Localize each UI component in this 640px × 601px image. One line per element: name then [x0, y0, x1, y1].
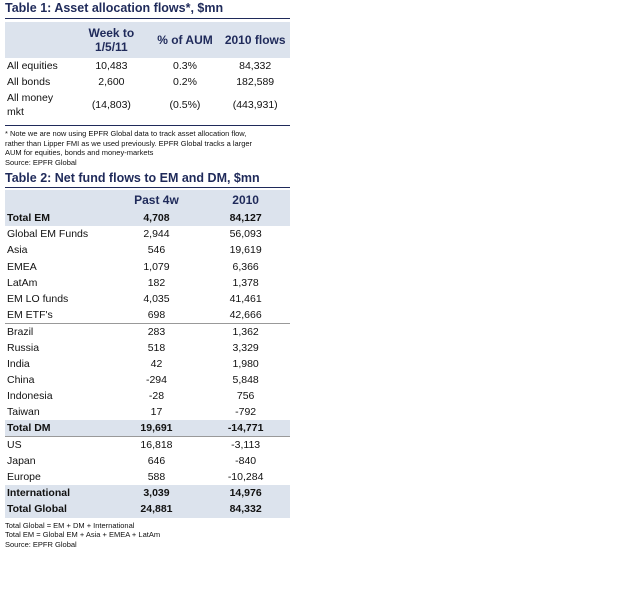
cell: 182: [147, 276, 166, 289]
cell: 3,039: [112, 485, 202, 501]
cell: 0.2%: [173, 76, 197, 88]
table2: [5, 190, 290, 518]
cell: -792: [235, 406, 257, 419]
table1-note: [5, 125, 290, 167]
table-row: [5, 404, 290, 420]
row-label: All bonds: [7, 76, 51, 88]
row-label: EM LO funds: [7, 293, 69, 306]
row-label: LatAm: [7, 276, 38, 289]
cell: 283: [112, 323, 202, 339]
table-row: [5, 259, 290, 275]
table-row: [5, 388, 290, 404]
cell: 17: [150, 406, 163, 419]
row-label: Brazil: [5, 323, 112, 339]
row-label: EM ETF's: [7, 308, 53, 321]
table1-header-aum: % of AUM: [150, 22, 221, 58]
cell: 698: [147, 308, 166, 321]
note-line: Source: EPFR Global: [5, 539, 77, 549]
cell: 518: [147, 341, 166, 354]
cell: 1,980: [232, 357, 259, 370]
table1-title: Table 1: Asset allocation flows*, $mn: [5, 0, 290, 19]
table-row: [5, 356, 290, 372]
cell: 16,818: [112, 437, 202, 453]
cell: 182,589: [236, 76, 275, 88]
cell: 6,366: [232, 260, 259, 273]
cell: -10,284: [227, 471, 264, 484]
table2-header-2010: 2010: [201, 190, 290, 210]
cell: 84,332: [239, 60, 272, 72]
cell: -28: [148, 390, 165, 403]
cell: 1,079: [143, 260, 170, 273]
note-line: Total Global = EM + DM + International: [5, 520, 135, 530]
cell: 14,976: [201, 485, 290, 501]
table-row: [5, 275, 290, 291]
cell: -14,771: [201, 420, 290, 436]
row-label: Total DM: [5, 420, 112, 436]
table-row: [5, 307, 290, 323]
cell: 3,329: [232, 341, 259, 354]
cell: -294: [145, 373, 167, 386]
table1: [5, 22, 290, 120]
cell: 756: [236, 390, 255, 403]
table1-header-week: Week to 1/5/11: [73, 22, 149, 58]
row-label: China: [7, 373, 35, 386]
table1-header-2010: 2010 flows: [220, 22, 290, 58]
document: [5, 0, 290, 549]
cell: 10,483: [95, 60, 128, 72]
note-line: Source: EPFR Global: [5, 157, 77, 167]
table2-header-past4w: Past 4w: [112, 190, 202, 210]
cell: 1,362: [201, 323, 290, 339]
table-row: [5, 323, 290, 339]
table-row: [5, 340, 290, 356]
row-label: Asia: [7, 244, 28, 257]
row-label: Global EM Funds: [7, 228, 89, 241]
row-label: Total Global: [5, 501, 112, 517]
table1-header-blank: [5, 22, 73, 58]
cell: 588: [147, 471, 166, 484]
cell: 84,127: [201, 210, 290, 226]
row-label: All equities: [7, 60, 58, 72]
cell: 4,708: [112, 210, 202, 226]
cell: 2,944: [143, 228, 170, 241]
cell: 42: [150, 357, 163, 370]
table-row: [5, 485, 290, 501]
cell: 546: [147, 244, 166, 257]
cell: (443,931): [232, 99, 278, 111]
cell: 56,093: [229, 228, 262, 241]
row-label: Europe: [7, 471, 41, 484]
table-row: [5, 501, 290, 517]
table-row: [5, 437, 290, 453]
table2-header: [5, 190, 290, 210]
row-label: US: [5, 437, 112, 453]
table-row: [5, 74, 290, 90]
cell: 4,035: [143, 293, 170, 306]
row-label: International: [5, 485, 112, 501]
cell: 0.3%: [173, 60, 197, 72]
table-row: [5, 226, 290, 242]
table-row: [5, 210, 290, 226]
cell: 84,332: [201, 501, 290, 517]
table2-note: [5, 521, 290, 550]
row-label: EMEA: [7, 260, 37, 273]
table-row: [5, 90, 290, 120]
cell: 42,666: [229, 308, 262, 321]
row-label: Total EM: [5, 210, 112, 226]
cell: 41,461: [229, 293, 262, 306]
cell: -840: [235, 454, 257, 467]
table2-header-blank: [5, 190, 112, 210]
note-line: AUM for equities, bonds and money-markets: [5, 148, 154, 157]
cell: 2,600: [98, 76, 125, 88]
table-row: [5, 58, 290, 74]
note-line: Total EM = Global EM + Asia + EMEA + LatAm: [5, 530, 161, 540]
table-row: [5, 242, 290, 258]
table1-header: [5, 22, 290, 58]
table-row: [5, 420, 290, 436]
table-row: [5, 291, 290, 307]
cell: (0.5%): [169, 99, 201, 111]
row-label: Indonesia: [7, 390, 53, 403]
cell: 19,619: [229, 244, 262, 257]
cell: (14,803): [91, 99, 131, 111]
row-label: Russia: [7, 341, 40, 354]
table-row: [5, 372, 290, 388]
row-label: Taiwan: [7, 406, 40, 419]
table-row: [5, 469, 290, 485]
note-line: rather than Lipper FMI as we used previously. EPFR Global tracks a larger: [5, 138, 253, 148]
note-line: * Note we are now using EPFR Global data to track asset allocation flow,: [5, 129, 247, 138]
table-row: [5, 453, 290, 469]
row-label: All money mkt: [7, 92, 54, 118]
table2-title: Table 2: Net fund flows to EM and DM, $mn: [5, 171, 290, 188]
row-label: India: [7, 357, 30, 370]
cell: 5,848: [232, 373, 259, 386]
cell: 19,691: [112, 420, 202, 436]
row-label: Japan: [7, 454, 36, 467]
cell: 24,881: [112, 501, 202, 517]
cell: -3,113: [201, 437, 290, 453]
cell: 1,378: [232, 276, 259, 289]
cell: 646: [147, 454, 166, 467]
